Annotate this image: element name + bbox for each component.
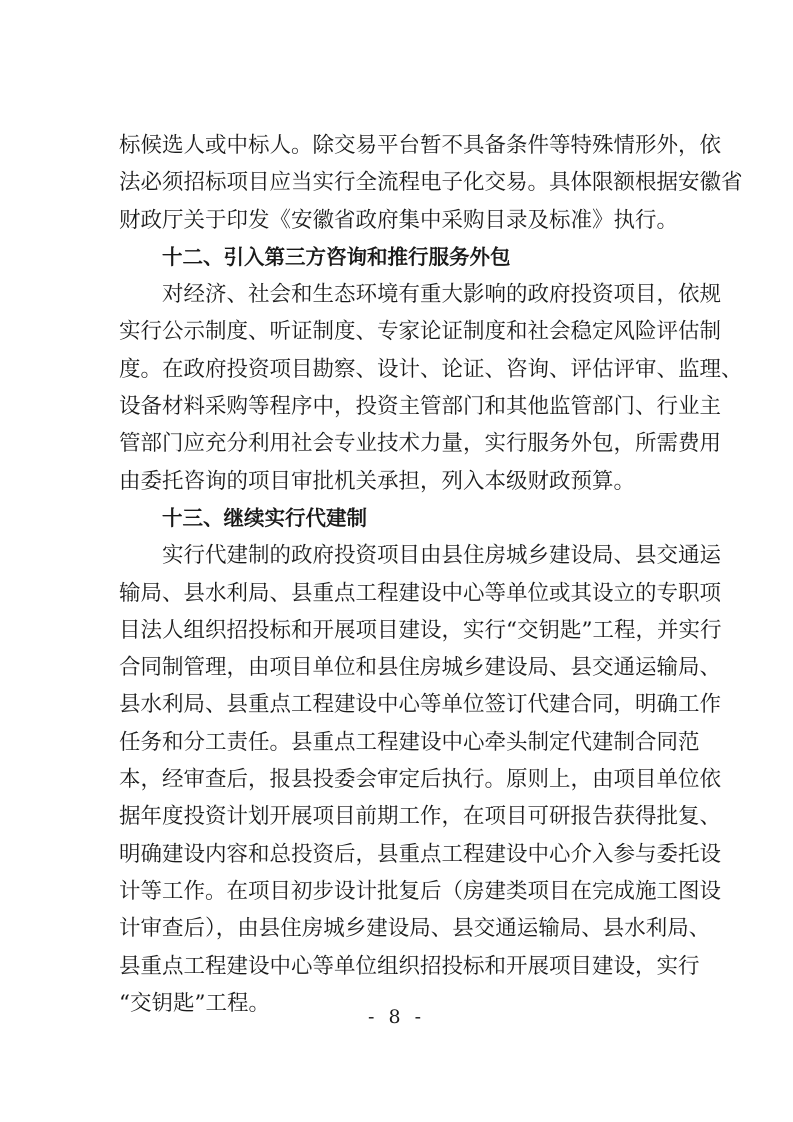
text-line: “交钥匙”工程。 [119, 990, 270, 1016]
text-line: 财政厅关于印发《安徽省政府集中采购目录及标准》执行。 [119, 207, 679, 233]
text-line: 法必须招标项目应当实行全流程电子化交易。具体限额根据安徽省 [119, 170, 743, 196]
paragraph-1 [119, 127, 743, 239]
text-line: 据年度投资计划开展项目前期工作，在项目可研报告获得批复、 [119, 804, 722, 830]
text-line: 度。在政府投资项目勘察、设计、论证、咨询、评估评审、监理、 [119, 356, 743, 382]
text-line: 县重点工程建设中心等单位组织招投标和开展项目建设，实行 [119, 953, 700, 979]
section-heading-13: 十三、继续实行代建制 [162, 505, 367, 530]
text-line: 实行公示制度、听证制度、专家论证制度和社会稳定风险评估制 [119, 319, 722, 345]
text-line: 设备材料采购等程序中，投资主管部门和其他监管部门、行业主 [119, 394, 722, 420]
text-line: 合同制管理，由项目单位和县住房城乡建设局、县交通运输局、 [119, 655, 722, 681]
text-line: 任务和分工责任。县重点工程建设中心牵头制定代建制合同范 [119, 729, 700, 755]
text-line: 输局、县水利局、县重点工程建设中心等单位或其设立的专职项 [119, 580, 722, 606]
section-heading-12: 十二、引入第三方咨询和推行服务外包 [162, 244, 511, 269]
text-line: 县水利局、县重点工程建设中心等单位签订代建合同，明确工作 [119, 692, 722, 718]
text-line: 计等工作。在项目初步设计批复后（房建类项目在完成施工图设 [119, 878, 722, 904]
text-line: 本，经审查后，报县投委会审定后执行。原则上，由项目单位依 [119, 767, 722, 793]
paragraph-3 [119, 537, 722, 1022]
text-line: 由委托咨询的项目审批机关承担，列入本级财政预算。 [119, 468, 636, 494]
text-line: 管部门应充分利用社会专业技术力量，实行服务外包，所需费用 [119, 431, 722, 457]
text-line: 标候选人或中标人。除交易平台暂不具备条件等特殊情形外，依 [119, 133, 722, 158]
paragraph-2 [119, 276, 743, 500]
page-number: - 8 - [367, 1006, 425, 1028]
text-line: 对经济、社会和生态环境有重大影响的政府投资项目，依规 [162, 282, 722, 308]
text-line: 实行代建制的政府投资项目由县住房城乡建设局、县交通运 [162, 543, 722, 569]
text-line: 明确建设内容和总投资后，县重点工程建设中心介入参与委托设 [119, 841, 722, 867]
document-body [119, 127, 743, 1022]
text-line: 目法人组织招投标和开展项目建设，实行“交钥匙”工程，并实行 [119, 617, 722, 643]
text-line: 计审查后），由县住房城乡建设局、县交通运输局、县水利局、 [119, 916, 711, 942]
